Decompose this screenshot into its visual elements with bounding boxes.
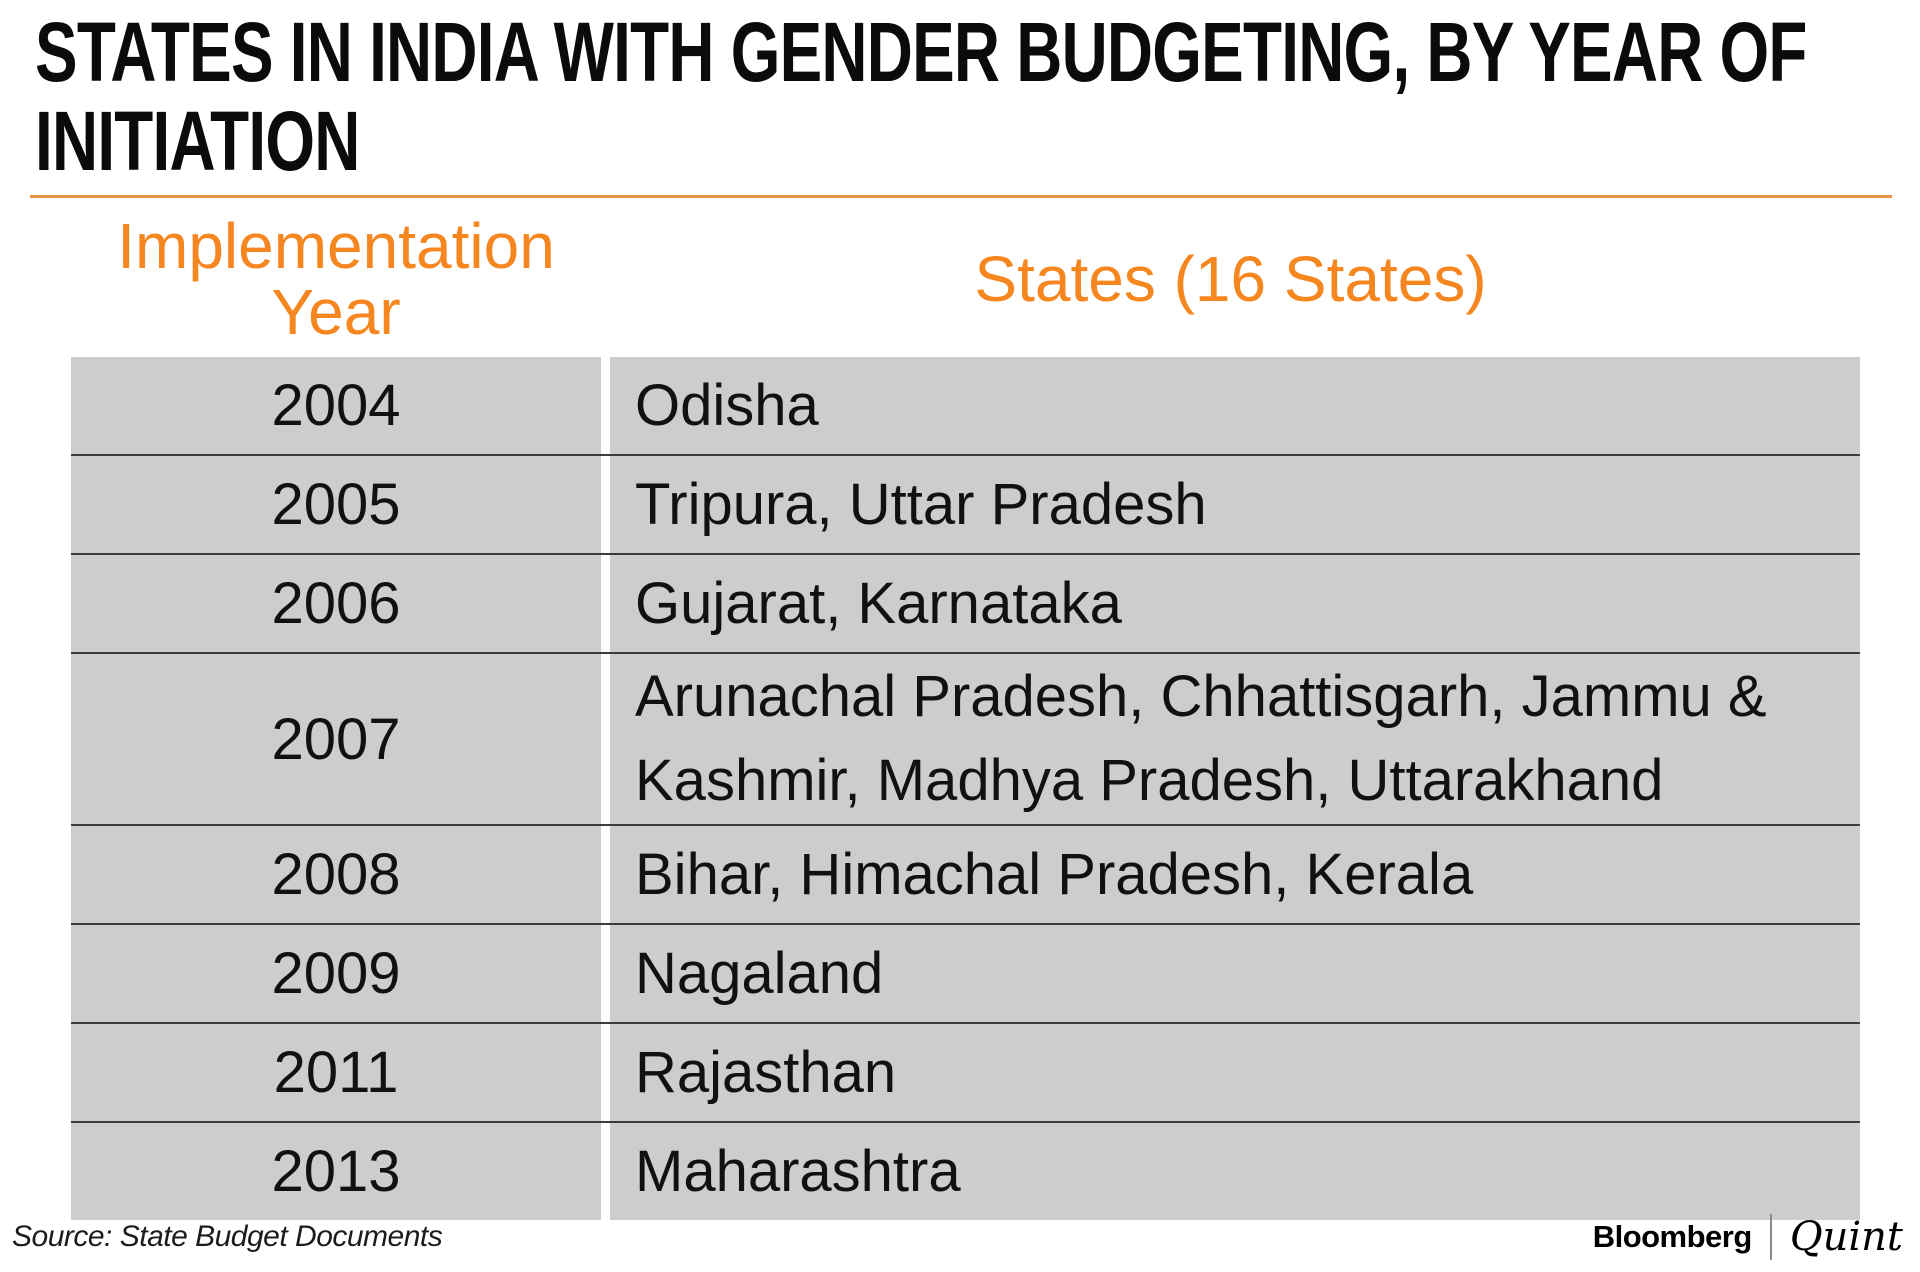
column-gap <box>601 555 610 652</box>
table-row <box>71 1121 1860 1220</box>
column-gap <box>601 1024 610 1121</box>
year-cell: 2006 <box>71 555 601 652</box>
table-row <box>71 923 1860 1022</box>
title-divider-rule <box>30 195 1892 198</box>
brand-logo <box>1593 1214 1903 1260</box>
table-row <box>71 652 1860 824</box>
page-title <box>35 5 1807 188</box>
year-cell: 2009 <box>71 925 601 1022</box>
states-cell: Nagaland <box>610 925 1860 1022</box>
states-cell: Tripura, Uttar Pradesh <box>610 456 1860 553</box>
source-note: Source: State Budget Documents <box>12 1220 443 1253</box>
year-cell: 2008 <box>71 826 601 923</box>
column-gap <box>601 925 610 1022</box>
year-cell: 2004 <box>71 357 601 454</box>
page-title-line-1: STATES IN INDIA WITH GENDER BUDGETING, BY YEAR OF <box>35 5 1807 99</box>
brand-divider <box>1770 1214 1772 1260</box>
column-header-states-label: States (16 States) <box>974 242 1487 315</box>
column-header-implementation-year-label: Implementation Year <box>117 209 555 348</box>
states-cell: Maharashtra <box>610 1123 1860 1220</box>
quint-logo: Quint <box>1789 1214 1903 1260</box>
gender-budgeting-table <box>71 357 1860 1220</box>
column-gap <box>601 1123 610 1220</box>
column-gap <box>601 826 610 923</box>
table-row <box>71 454 1860 553</box>
page-title-line-2: INITIATION <box>35 94 360 188</box>
states-cell: Rajasthan <box>610 1024 1860 1121</box>
year-cell: 2011 <box>71 1024 601 1121</box>
bloomberg-logo: Bloomberg <box>1592 1219 1752 1254</box>
table-header-row <box>71 200 1860 357</box>
column-gap <box>601 357 610 454</box>
column-gap <box>601 456 610 553</box>
states-cell: Odisha <box>610 357 1860 454</box>
year-cell: 2007 <box>71 654 601 824</box>
column-header-states <box>601 200 1860 357</box>
table-row <box>71 1022 1860 1121</box>
year-cell: 2005 <box>71 456 601 553</box>
states-cell: Gujarat, Karnataka <box>610 555 1860 652</box>
year-cell: 2013 <box>71 1123 601 1220</box>
table-row <box>71 357 1860 454</box>
states-cell: Bihar, Himachal Pradesh, Kerala <box>610 826 1860 923</box>
states-cell: Arunachal Pradesh, Chhattisgarh, Jammu & Kashmir, Madhya Pradesh, Uttarakhand <box>610 654 1860 824</box>
table-row <box>71 553 1860 652</box>
footer <box>12 1208 1903 1266</box>
table-row <box>71 824 1860 923</box>
column-header-implementation-year <box>71 200 601 357</box>
column-gap <box>601 654 610 824</box>
